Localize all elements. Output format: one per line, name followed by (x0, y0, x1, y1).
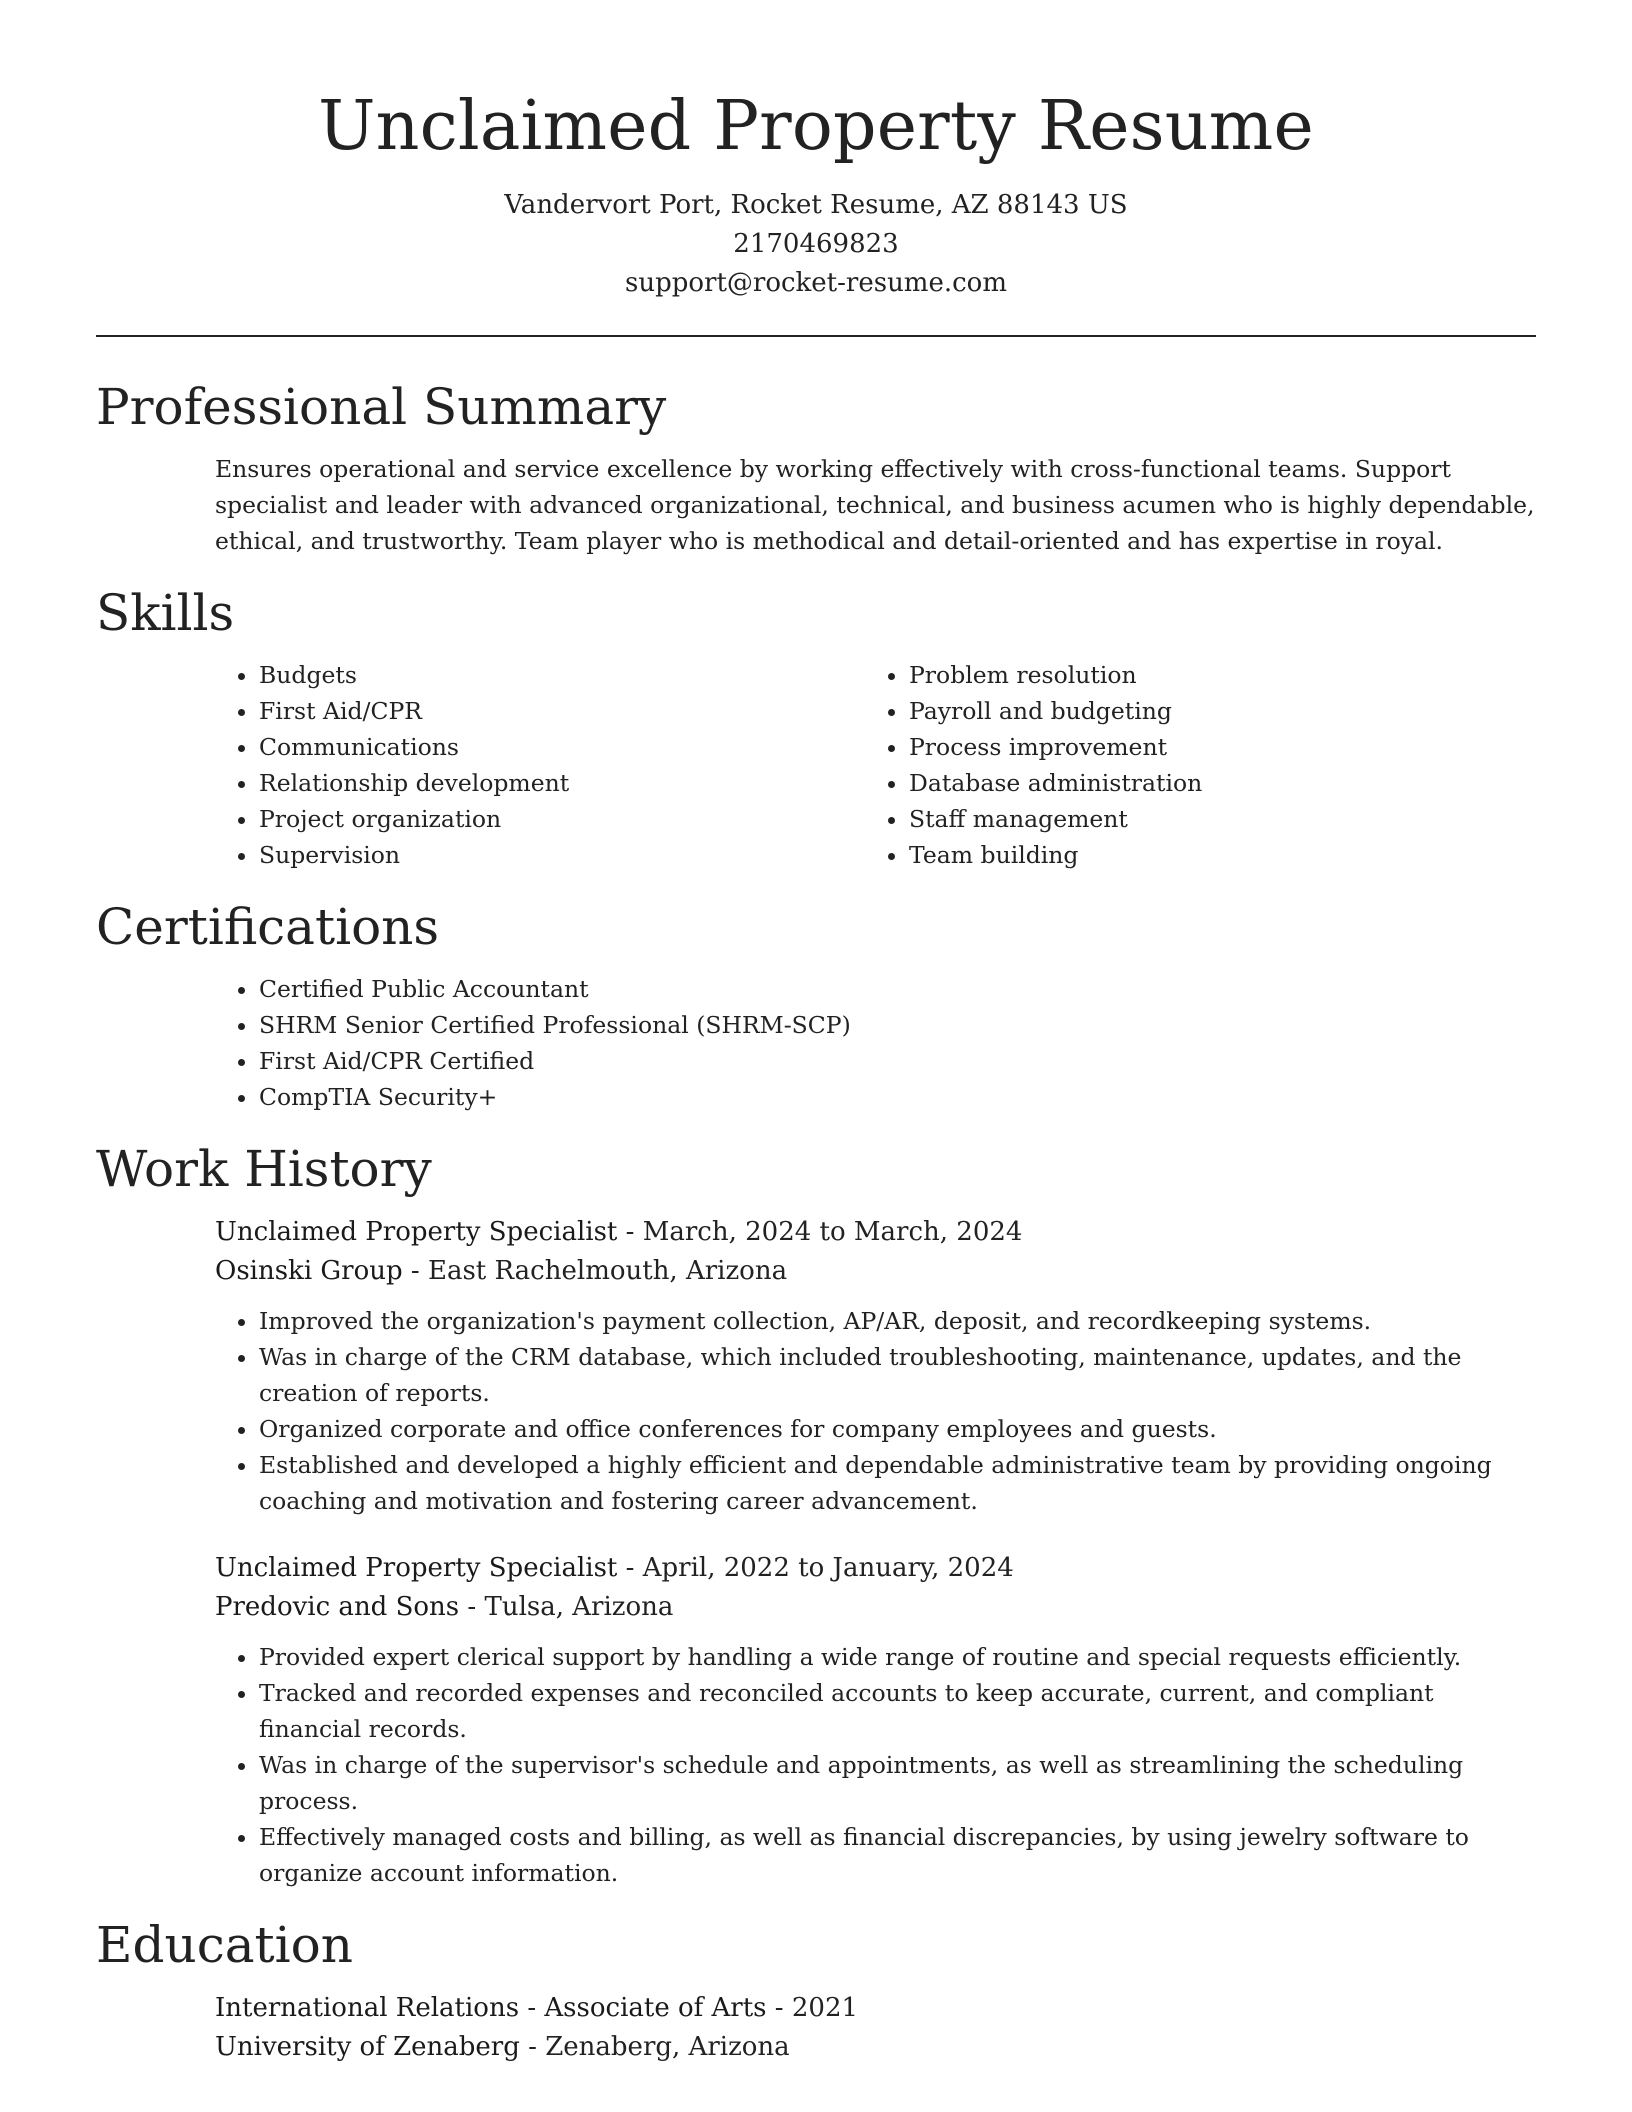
job-bullet: • Improved the organization's payment collection, AP/AR, deposit, and recordkeeping systems. (259, 1303, 1536, 1339)
skill-item: • Relationship development (259, 765, 865, 801)
education-school: University of Zenaberg (215, 2032, 520, 2062)
certifications-section (96, 895, 1536, 1115)
work-history-heading: Work History (96, 1140, 432, 1198)
skills-columns (215, 657, 1536, 873)
header-divider (96, 335, 1536, 337)
resume-page (96, 0, 1536, 2067)
job-bullet: • Tracked and recorded expenses and reconciled accounts to keep accurate, current, and compliant financial records. (259, 1675, 1536, 1747)
job-bullet: • Established and developed a highly efficient and dependable administrative team by providing ongoing coaching and motivation and fostering career advancement. (259, 1447, 1536, 1519)
job-company: Osinski Group (215, 1256, 403, 1286)
skill-item: • Staff management (909, 801, 1515, 837)
work-history-section (96, 1137, 1536, 1891)
summary-heading: Professional Summary (96, 378, 667, 436)
skills-column-right (865, 657, 1515, 873)
skills-column-left (215, 657, 865, 873)
job-company-line: Osinski Group - East Rachelmouth, Arizona (215, 1256, 788, 1286)
job-dates: April, 2022 to January, 2024 (642, 1553, 1014, 1583)
education-entry (215, 1989, 1536, 2067)
education-school-line: University of Zenaberg - Zenaberg, Arizona (215, 2032, 790, 2062)
resume-header (96, 0, 1536, 303)
certifications-heading: Certifications (96, 898, 440, 956)
resume-title: Unclaimed Property Resume (318, 87, 1314, 166)
address-text: Vandervort Port, Rocket Resume, AZ 88143 US (504, 190, 1128, 220)
skill-item: • Budgets (259, 657, 865, 693)
job-bullet: • Organized corporate and office conferences for company employees and guests. (259, 1411, 1536, 1447)
contact-block (96, 186, 1536, 303)
job-location: Tulsa, Arizona (484, 1592, 674, 1622)
job-title-line: Unclaimed Property Specialist - March, 2024 to March, 2024 (215, 1217, 1023, 1247)
education-degree-line: International Relations - Associate of Arts - 2021 (215, 1993, 859, 2023)
education-degree: Associate of Arts (544, 1993, 767, 2023)
job-company-line: Predovic and Sons - Tulsa, Arizona (215, 1592, 674, 1622)
certification-item: • First Aid/CPR Certified (259, 1043, 1536, 1079)
job-bullet: • Effectively managed costs and billing, as well as financial discrepancies, by using jewelry software to organize account information. (259, 1819, 1536, 1891)
job-entry (215, 1213, 1536, 1519)
job-role: Unclaimed Property Specialist (215, 1553, 618, 1583)
skill-item: • Communications (259, 729, 865, 765)
skill-item: • First Aid/CPR (259, 693, 865, 729)
job-bullet: • Provided expert clerical support by handling a wide range of routine and special requests efficiently. (259, 1639, 1536, 1675)
skill-item: • Team building (909, 837, 1515, 873)
education-year: 2021 (791, 1993, 859, 2023)
job-location: East Rachelmouth, Arizona (427, 1256, 788, 1286)
certification-item: • Certified Public Accountant (259, 971, 1536, 1007)
summary-section (96, 375, 1536, 559)
skill-item: • Process improvement (909, 729, 1515, 765)
education-heading: Education (96, 1916, 353, 1974)
certification-item: • SHRM Senior Certified Professional (SHRM-SCP) (259, 1007, 1536, 1043)
skill-item: • Payroll and budgeting (909, 693, 1515, 729)
education-field: International Relations (215, 1993, 520, 2023)
job-dates: March, 2024 to March, 2024 (642, 1217, 1023, 1247)
education-location: Zenaberg, Arizona (545, 2032, 790, 2062)
job-company: Predovic and Sons (215, 1592, 460, 1622)
job-entry (215, 1549, 1536, 1891)
certifications-list-wrap (215, 971, 1536, 1115)
summary-text: Ensures operational and service excellence by working effectively with cross-functional teams. Support specialist and leader with advanced organizational, technical, and business acumen who is highly dependable, ethical, and trustworthy. Team player who is methodical and detail-oriented and has expertise in royal. (215, 455, 1535, 555)
certification-item: • CompTIA Security+ (259, 1079, 1536, 1115)
job-bullet: • Was in charge of the CRM database, which included troubleshooting, maintenance, updates, and the creation of reports. (259, 1339, 1536, 1411)
skills-heading: Skills (96, 584, 235, 642)
job-title-line: Unclaimed Property Specialist - April, 2022 to January, 2024 (215, 1553, 1014, 1583)
job-bullet: • Was in charge of the supervisor's schedule and appointments, as well as streamlining the scheduling process. (259, 1747, 1536, 1819)
skills-section (96, 581, 1536, 873)
education-section (96, 1913, 1536, 2067)
email-text: support@rocket-resume.com (624, 268, 1007, 298)
skill-item: • Project organization (259, 801, 865, 837)
phone-text: 2170469823 (733, 229, 899, 259)
job-role: Unclaimed Property Specialist (215, 1217, 618, 1247)
skill-item: • Problem resolution (909, 657, 1515, 693)
skill-item: • Supervision (259, 837, 865, 873)
skill-item: • Database administration (909, 765, 1515, 801)
